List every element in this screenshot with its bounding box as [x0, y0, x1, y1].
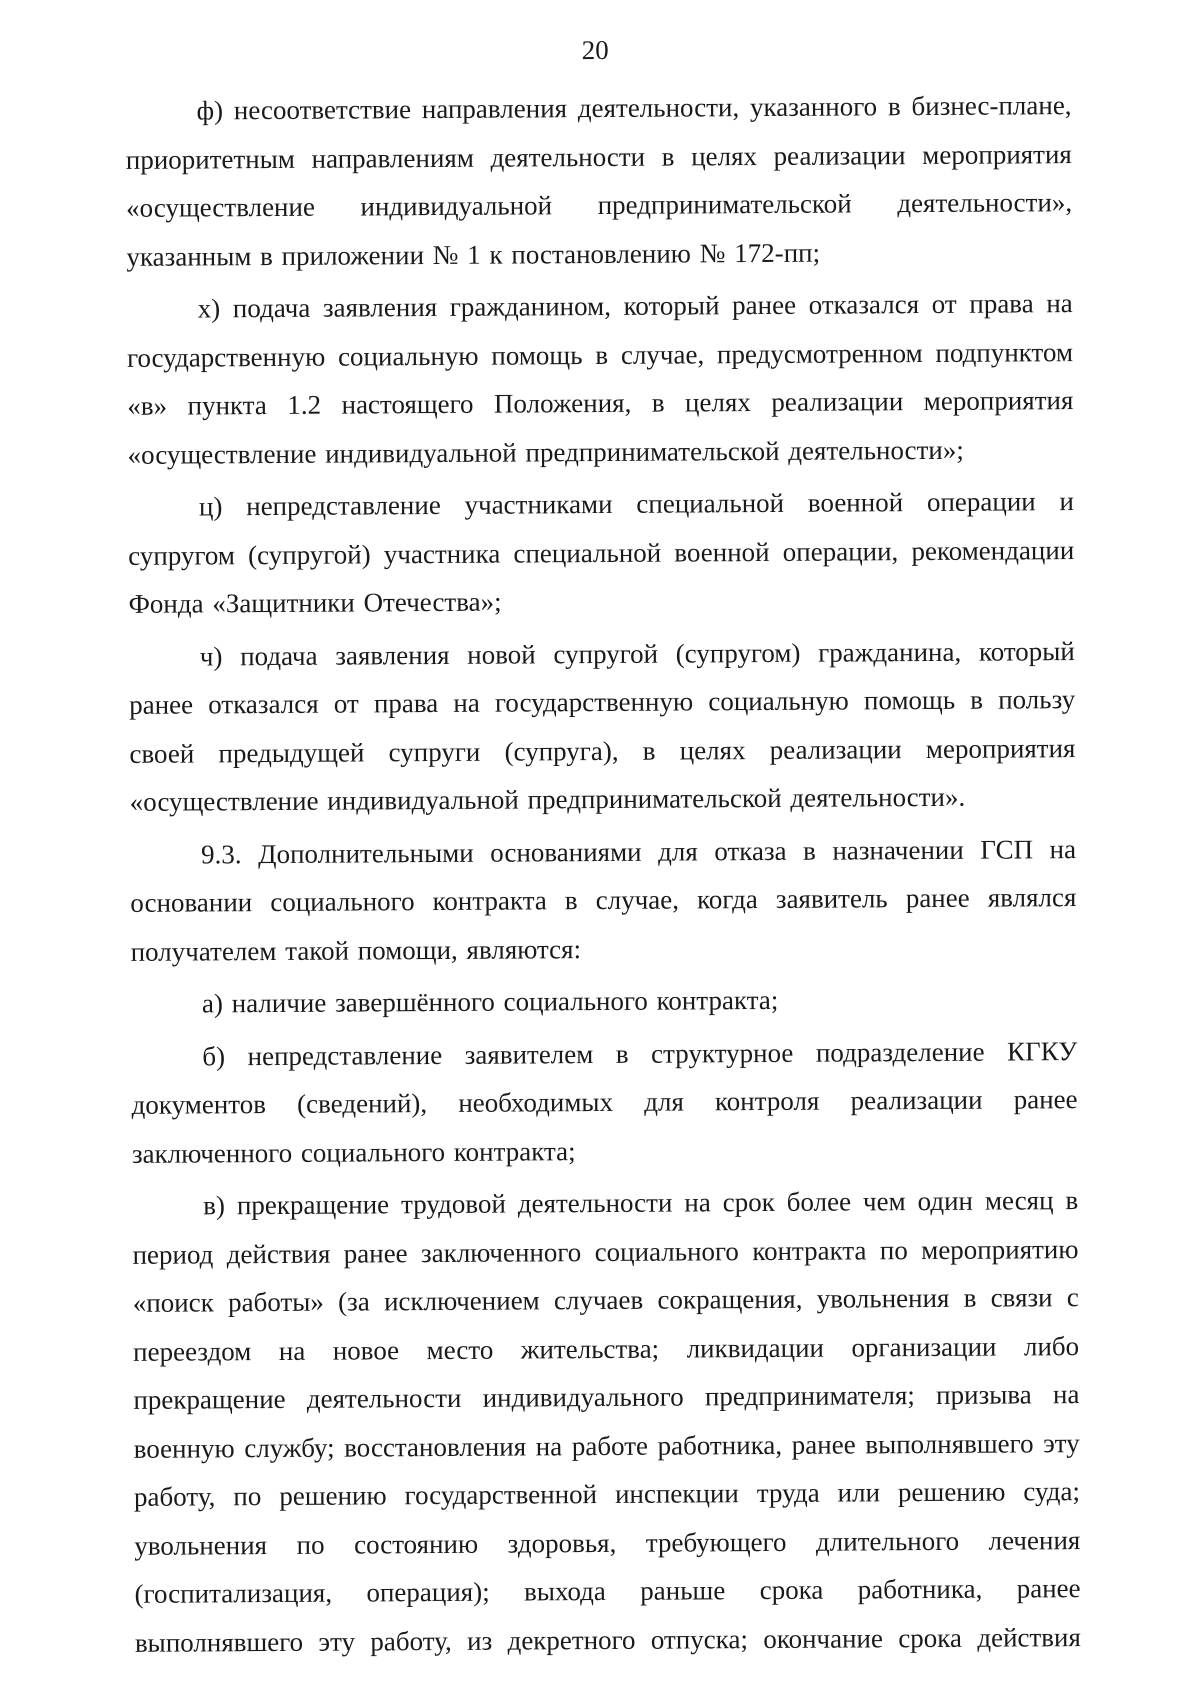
paragraph-f: ф) несоответствие направления деятельности, указанного в бизнес-плане, приоритетным направлениям деятельности в целях реализации мероприятия «осуществление индивидуальной предпринимательской деятельности», указанным в приложении № 1 к постановлению № 172-пп;: [125, 90, 1073, 272]
paragraph-b: б) непредставление заявителем в структурное подразделение КГКУ документов (сведений), необходимых для контроля реализации ранее заключенного социального контракта;: [131, 1035, 1078, 1169]
paragraph-a: а) наличие завершённого социального контракта;: [201, 984, 779, 1019]
paragraph-9-3: 9.3. Дополнительными основаниями для отказа в назначении ГСП на основании социального контракта в случае, когда заявитель ранее являлся получателем такой помощи, являются:: [130, 833, 1077, 967]
paragraph-ch: ч) подача заявления новой супругой (супругом) гражданина, который ранее отказался от права на государственную социальную помощь в пользу своей предыдущей супруги (супруга), в целях реализации мероприятия «осуществление индивидуальной предпринимательской деятельности».: [129, 635, 1076, 817]
paragraph-kh: х) подача заявления гражданином, который ранее отказался от права на государственную социальную помощь в случае, предусмотренном подпунктом «в» пункта 1.2 настоящего Положения, в целях реализации мероприятия «осуществление индивидуальной предпринимательской деятельности»;: [126, 288, 1074, 470]
paragraph-ts: ц) непредставление участниками специальной военной операции и супругом (супругой) участника специальной военной операции, рекомендации Фонда «Защитники Отечества»;: [128, 486, 1075, 619]
page-number: 20: [581, 34, 609, 66]
paragraph-v: в) прекращение трудовой деятельности на срок более чем один месяц в период действия ранее заключенного социального контракта по мероприятию «поиск работы» (за исключением случаев сокращения, увольнения в связи с переездом на новое место жительства; ликвидации организации либо прекращение деятельности индивидуального предпринимателя; призыва на военную службу; восстановления на работе работника, ранее выполнявшего эту работу, по решению государственной инспекции труда или решению суда; увольнения по состоянию здоровья, требующего длительного лечения (госпитализация, операция); выхода раньше срока работника, ранее выполнявшего эту работу, из декретного отпуска; окончание срока действия: [132, 1185, 1081, 1658]
document-body: [125, 81, 1081, 1671]
